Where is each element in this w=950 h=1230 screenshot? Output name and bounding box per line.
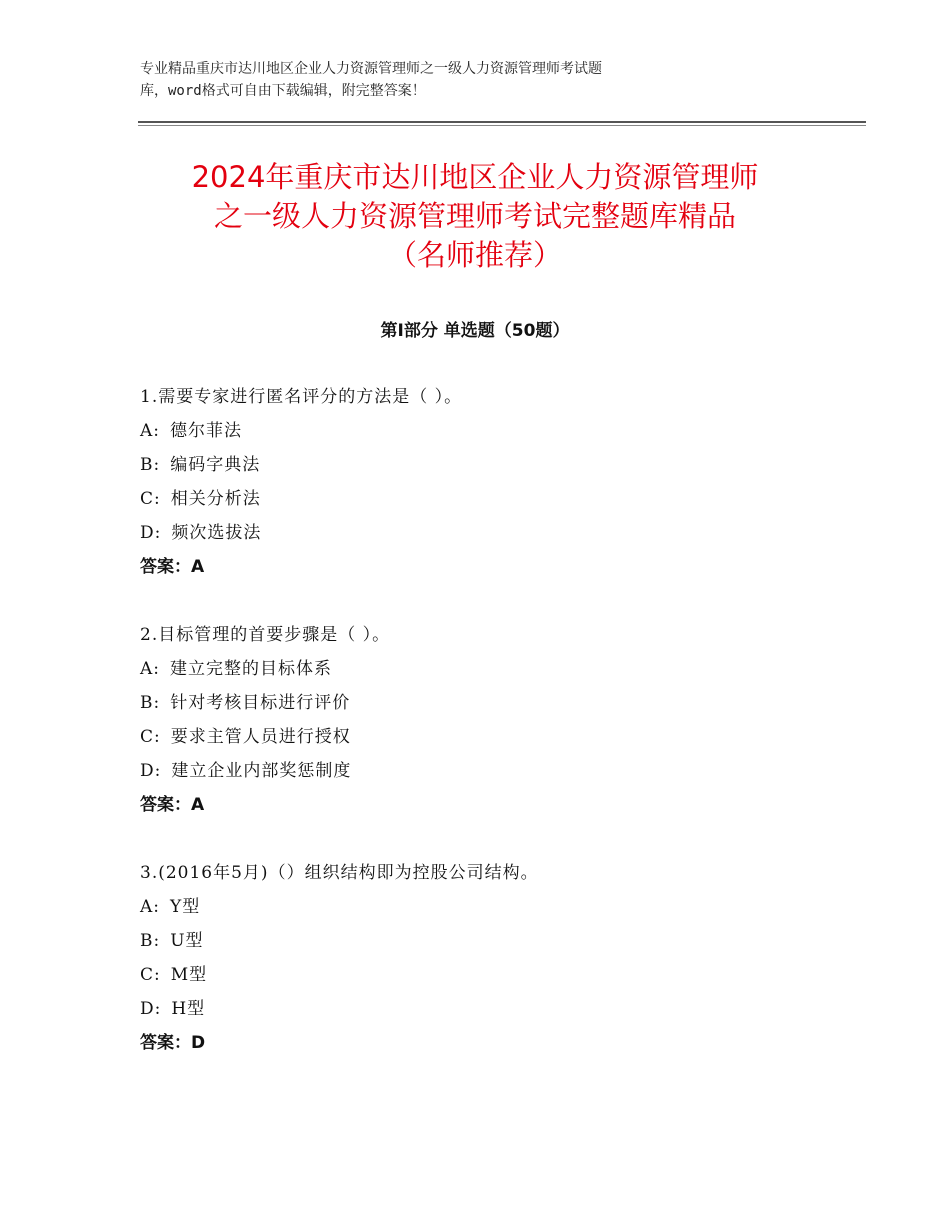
- option-d: [140, 521, 840, 555]
- question-3: [140, 861, 840, 1065]
- question-2: [140, 623, 840, 827]
- header-divider-thin: [138, 125, 866, 126]
- option-key: B:: [140, 455, 161, 475]
- header-divider: [138, 121, 866, 123]
- answer: 答案：D: [140, 1033, 206, 1053]
- question-stem: 3.(2016年5月)（）组织结构即为控股公司结构。: [140, 863, 539, 883]
- option-text: 针对考核目标进行评价: [170, 693, 351, 713]
- option-b: [140, 453, 840, 487]
- option-text: 编码字典法: [170, 455, 261, 475]
- header-note-line2: 库，word格式可自由下载编辑，附完整答案！: [140, 83, 426, 99]
- document-title: [100, 158, 850, 275]
- option-c: [140, 487, 840, 521]
- option-d: [140, 997, 840, 1031]
- option-text: 建立完整的目标体系: [170, 659, 333, 679]
- option-key: A:: [140, 421, 161, 441]
- answer: 答案：A: [140, 557, 205, 577]
- option-key: D:: [140, 761, 162, 781]
- option-key: A:: [140, 897, 161, 917]
- option-b: [140, 691, 840, 725]
- question-stem: 2.目标管理的首要步骤是（ ）。: [140, 625, 391, 645]
- question-stem: 1.需要专家进行匿名评分的方法是（ ）。: [140, 387, 463, 407]
- document-title-line1: 2024年重庆市达川地区企业人力资源管理师: [191, 160, 759, 194]
- option-key: D:: [140, 523, 162, 543]
- option-key: B:: [140, 693, 161, 713]
- answer: 答案：A: [140, 795, 205, 815]
- option-text: 建立企业内部奖惩制度: [171, 761, 352, 781]
- option-a: [140, 895, 840, 929]
- option-text: 相关分析法: [170, 489, 261, 509]
- option-text: 频次选拔法: [171, 523, 262, 543]
- header-note: [140, 58, 780, 102]
- option-d: [140, 759, 840, 793]
- option-key: A:: [140, 659, 161, 679]
- question-list: [140, 385, 840, 1099]
- section-title: 第Ⅰ部分 单选题（50题）: [380, 321, 570, 341]
- option-key: C:: [140, 489, 161, 509]
- document-title-line3: （名师推荐）: [387, 238, 562, 272]
- option-b: [140, 929, 840, 963]
- option-key: D:: [140, 999, 162, 1019]
- option-text: 德尔菲法: [170, 421, 243, 441]
- question-1: [140, 385, 840, 589]
- option-key: C:: [140, 727, 161, 747]
- option-text: U型: [170, 931, 204, 951]
- option-c: [140, 963, 840, 997]
- option-a: [140, 419, 840, 453]
- option-text: 要求主管人员进行授权: [170, 727, 351, 747]
- option-text: H型: [171, 999, 206, 1019]
- option-c: [140, 725, 840, 759]
- option-key: B:: [140, 931, 161, 951]
- document-title-line2: 之一级人力资源管理师考试完整题库精品: [213, 199, 736, 233]
- header-note-line1: 专业精品重庆市达川地区企业人力资源管理师之一级人力资源管理师考试题: [140, 61, 602, 77]
- option-a: [140, 657, 840, 691]
- option-text: Y型: [170, 897, 201, 917]
- option-text: M型: [170, 965, 208, 985]
- option-key: C:: [140, 965, 161, 985]
